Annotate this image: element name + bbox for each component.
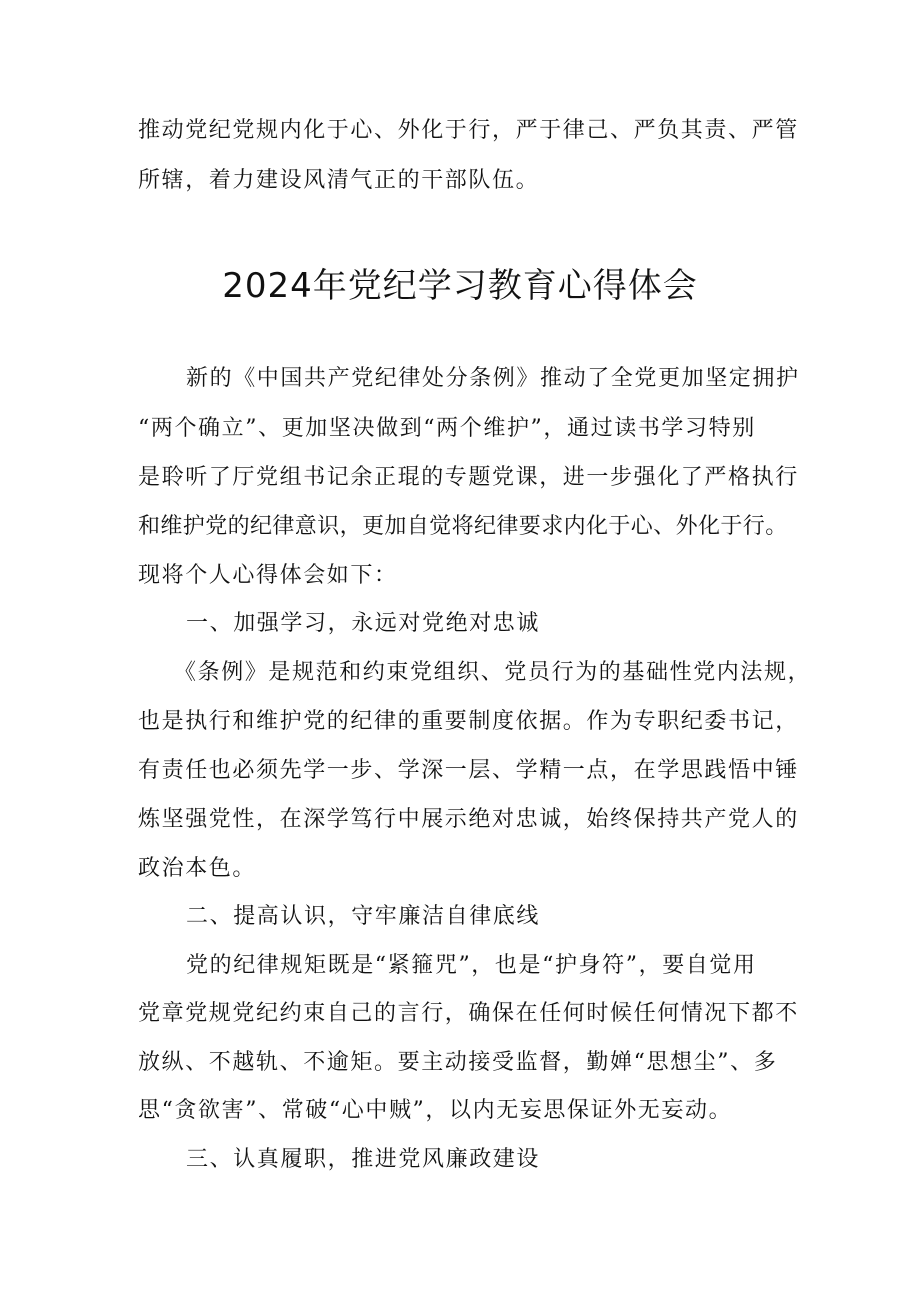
lead-paragraph-line-1: 推动党纪党规内化于心、外化于行，严于律己、严负其责、严管 (138, 118, 799, 143)
section-1-body-line-3: 有责任也必须先学一步、学深一层、学精一点，在学思践悟中锤 (138, 758, 799, 783)
intro-paragraph-line-3: 是聆听了厅党组书记余正琨的专题党课，进一步强化了严格执行 (138, 465, 799, 490)
document-title: 2024年党纪学习教育心得体会 (222, 266, 698, 306)
section-2-heading: 二、提高认识，守牢廉洁自律底线 (186, 904, 541, 929)
section-1-body-line-5: 政治本色。 (138, 856, 257, 881)
lead-paragraph-line-2: 所辖，着力建设风清气正的干部队伍。 (138, 168, 540, 193)
section-2-body-line-3: 放纵、不越轨、不逾矩。要主动接受监督，勤婵“思想尘”、多 (138, 1050, 778, 1075)
section-2-body-line-1: 党的纪律规矩既是“紧箍咒”，也是“护身符”，要自觉用 (186, 953, 757, 978)
section-1-body-line-2: 也是执行和维护党的纪律的重要制度依据。作为专职纪委书记， (138, 709, 799, 734)
intro-paragraph-line-5: 现将个人心得体会如下： (138, 563, 398, 588)
intro-paragraph-line-2: “两个确立”、更加坚决做到“两个维护”，通过读书学习特别 (138, 416, 756, 441)
section-1-heading: 一、加强学习，永远对党绝对忠诚 (186, 611, 541, 636)
section-2-body-line-4: 思“贪欲害”、常破“心中贼”，以内无妄思保证外无妄动。 (138, 1098, 733, 1123)
intro-paragraph-line-1: 新的《中国共产党纪律处分条例》推动了全党更加坚定拥护 (186, 366, 800, 391)
section-1-body-line-1: 《条例》是规范和约束党组织、党员行为的基础性党内法规， (174, 660, 812, 685)
intro-paragraph-line-4: 和维护党的纪律意识，更加自觉将纪律要求内化于心、外化于行。 (138, 514, 788, 539)
section-1-body-line-4: 炼坚强党性，在深学笃行中展示绝对忠诚，始终保持共产党人的 (138, 807, 799, 832)
section-3-heading: 三、认真履职，推进党风廉政建设 (186, 1147, 541, 1172)
section-2-body-line-2: 党章党规党纪约束自己的言行，确保在任何时候任何情况下都不 (138, 1001, 799, 1026)
